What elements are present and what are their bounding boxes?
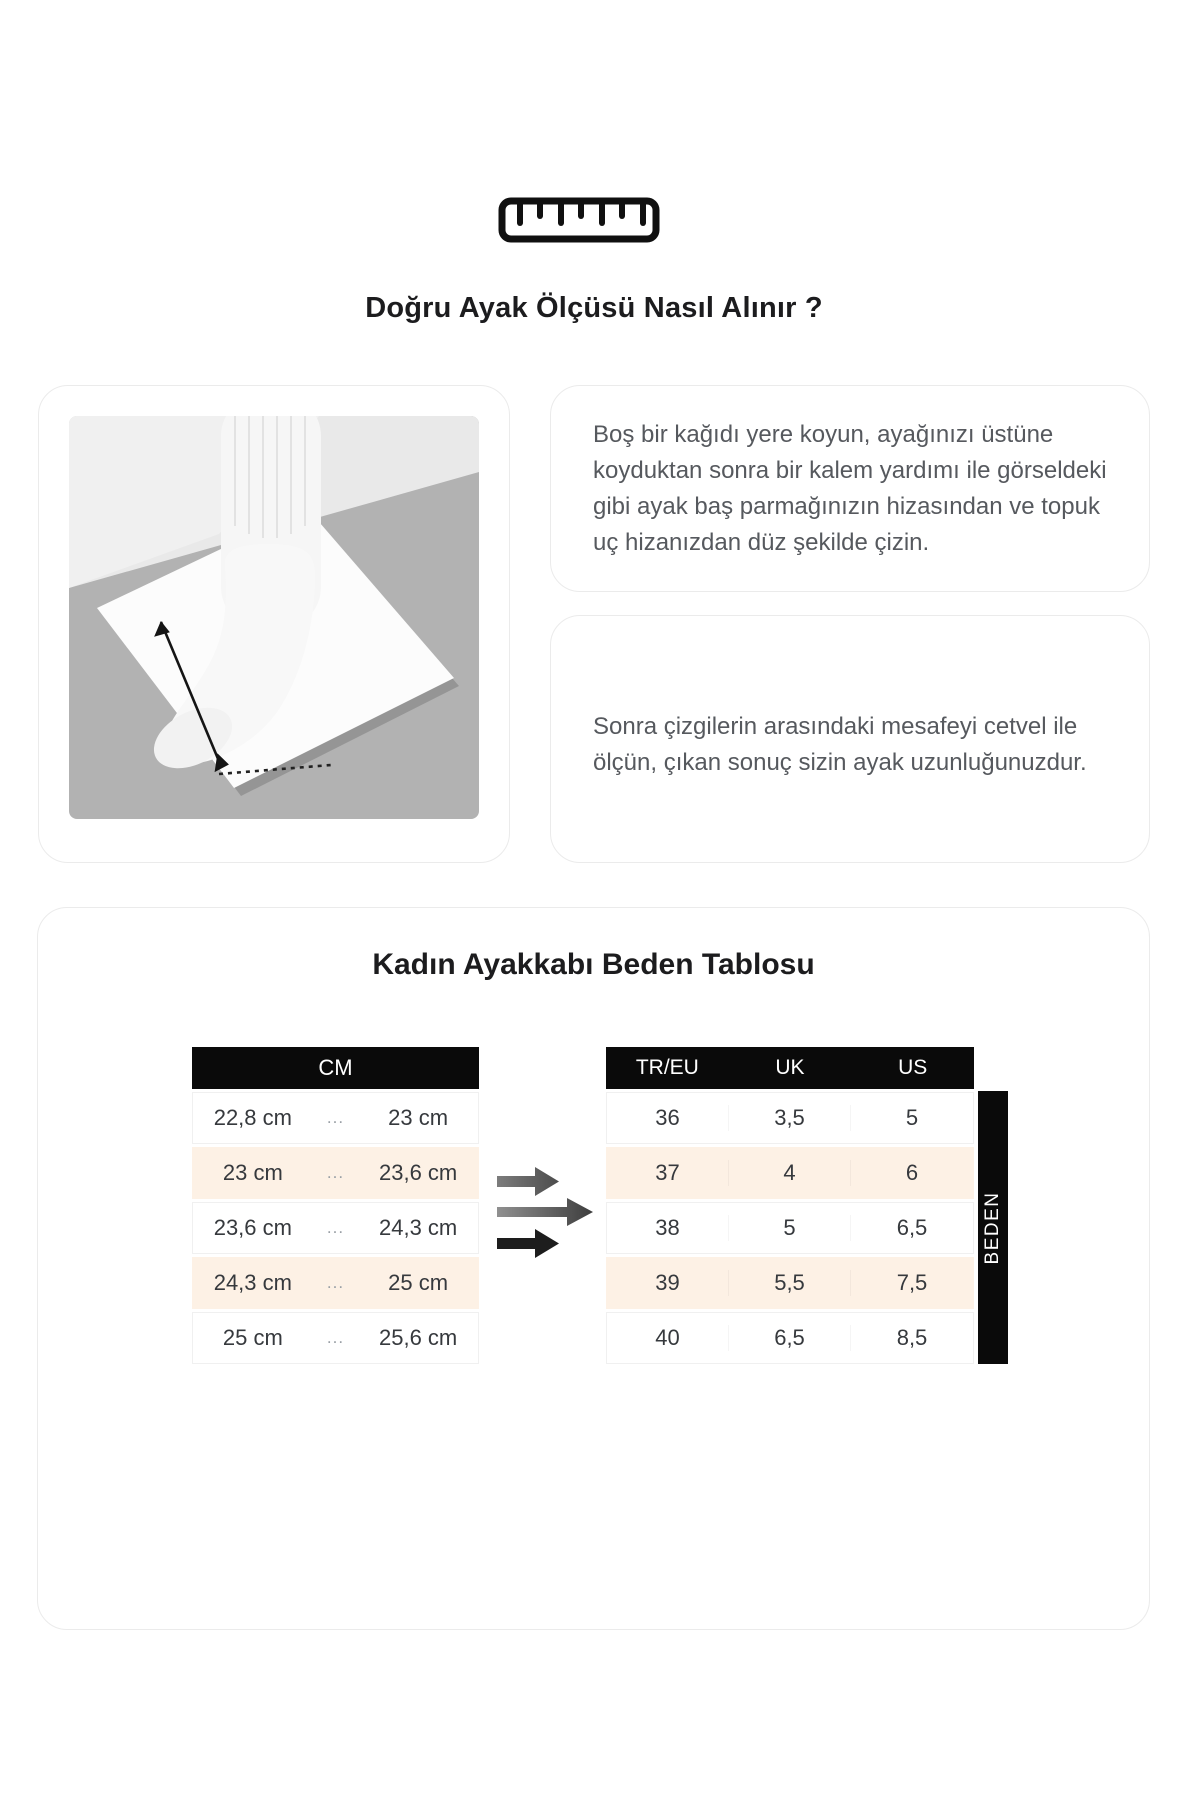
conversion-arrows-icon xyxy=(497,1159,597,1259)
cm-table xyxy=(192,1047,479,1367)
intl-table-header xyxy=(606,1047,974,1089)
cm-to: 24,3 cm xyxy=(378,1215,458,1240)
range-separator: ... xyxy=(326,1218,345,1237)
size-section-title: Kadın Ayakkabı Beden Tablosu xyxy=(372,948,815,981)
header-tr-eu: TR/EU xyxy=(635,1056,699,1079)
size-uk: 3,5 xyxy=(729,1105,851,1131)
instruction-step1-card xyxy=(550,385,1150,592)
arrow-long-middle xyxy=(497,1198,593,1226)
size-us: 7,5 xyxy=(896,1270,928,1295)
size-tr-eu: 39 xyxy=(607,1270,729,1296)
beden-vertical-bar xyxy=(978,1091,1008,1364)
arrow-short-bottom xyxy=(497,1229,559,1258)
intl-size-table xyxy=(606,1047,974,1367)
cm-header-label: CM xyxy=(318,1055,353,1080)
foot-measure-photo-card xyxy=(38,385,510,863)
size-table-row xyxy=(606,1202,974,1254)
size-uk: 6,5 xyxy=(729,1325,851,1351)
measure-section-title: Doğru Ayak Ölçüsü Nasıl Alınır ? xyxy=(365,292,823,324)
cm-table-row xyxy=(192,1312,479,1364)
size-tr-eu: 40 xyxy=(607,1325,729,1351)
header-us: US xyxy=(898,1056,928,1079)
size-table-row xyxy=(606,1312,974,1364)
cm-table-row xyxy=(192,1202,479,1254)
size-tr-eu: 36 xyxy=(607,1105,729,1131)
size-table-row xyxy=(606,1257,974,1309)
size-us: 6,5 xyxy=(896,1215,928,1240)
cm-table-row xyxy=(192,1147,479,1199)
size-uk: 4 xyxy=(729,1160,851,1186)
cm-to: 25 cm xyxy=(388,1270,449,1295)
size-table-row xyxy=(606,1092,974,1144)
instruction-step1-text: Boş bir kağıdı yere koyun, ayağınızı üstüne koyduktan sonra bir kalem yardımı ile görseldeki gibi ayak baş parmağınızın hizasından ve topuk uç hizanızdan düz şekilde çizin. xyxy=(593,420,1107,556)
ruler-icon xyxy=(498,197,660,243)
header-uk: UK xyxy=(775,1056,805,1079)
range-separator: ... xyxy=(326,1108,345,1127)
cm-table-row xyxy=(192,1257,479,1309)
arrow-short-top xyxy=(497,1167,559,1196)
cm-to: 25,6 cm xyxy=(378,1325,458,1350)
size-table-card xyxy=(37,907,1150,1630)
cm-to: 23 cm xyxy=(388,1105,449,1130)
instruction-step2-text: Sonra çizgilerin arasındaki mesafeyi cetvel ile ölçün, çıkan sonuç sizin ayak uzunluğunuzdur. xyxy=(593,713,1087,776)
size-tr-eu: 37 xyxy=(607,1160,729,1186)
instruction-step2-card xyxy=(550,615,1150,863)
cm-from: 23 cm xyxy=(222,1160,283,1185)
range-separator: ... xyxy=(326,1328,345,1347)
range-separator: ... xyxy=(326,1273,345,1292)
cm-from: 23,6 cm xyxy=(213,1215,292,1240)
size-us: 6 xyxy=(905,1160,919,1185)
size-uk: 5 xyxy=(729,1215,851,1241)
cm-from: 25 cm xyxy=(222,1325,283,1350)
cm-to: 23,6 cm xyxy=(378,1160,458,1185)
cm-from: 24,3 cm xyxy=(213,1270,292,1295)
cm-table-row xyxy=(192,1092,479,1144)
size-table-row xyxy=(606,1147,974,1199)
size-uk: 5,5 xyxy=(729,1270,851,1296)
size-us: 5 xyxy=(905,1105,919,1130)
range-separator: ... xyxy=(326,1163,345,1182)
size-tr-eu: 38 xyxy=(607,1215,729,1241)
beden-label: BEDEN xyxy=(982,1191,1003,1264)
size-us: 8,5 xyxy=(896,1325,928,1350)
cm-from: 22,8 cm xyxy=(213,1105,292,1130)
foot-measure-photo xyxy=(69,416,479,819)
cm-table-header xyxy=(192,1047,479,1089)
